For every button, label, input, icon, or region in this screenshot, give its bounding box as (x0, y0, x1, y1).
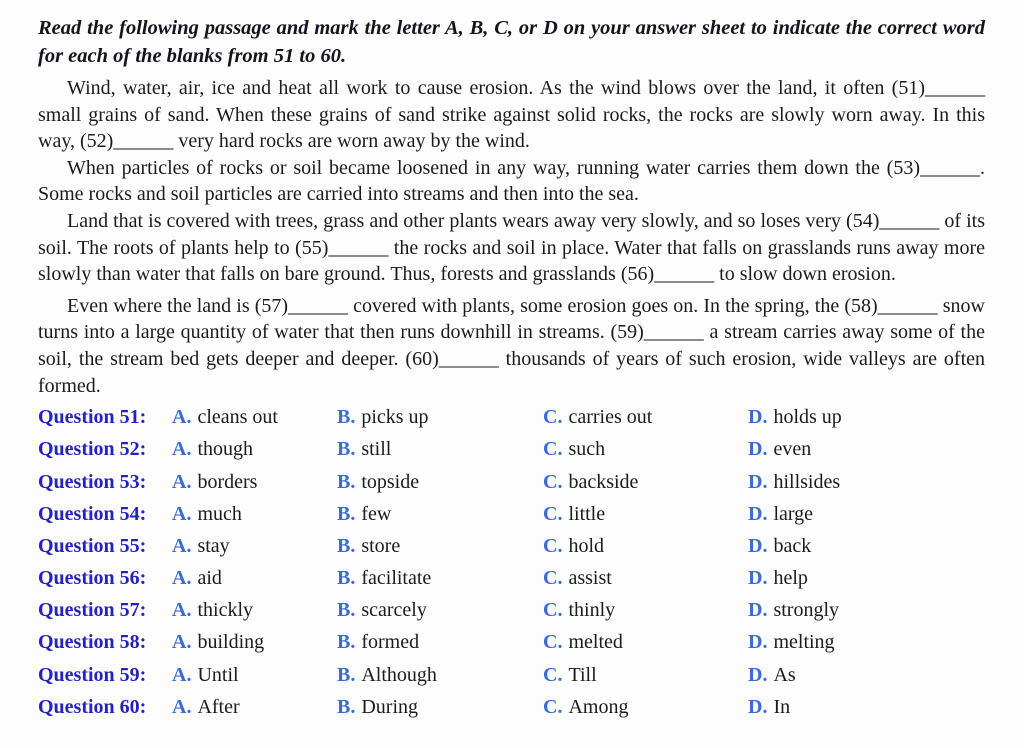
option-text: melting (773, 631, 835, 654)
option-letter: B. (337, 599, 356, 622)
option-letter: C. (543, 631, 563, 654)
option-letter: B. (337, 534, 356, 557)
option-letter: A. (172, 502, 192, 525)
option-c (543, 535, 748, 558)
option-letter: C. (543, 502, 563, 525)
question-label: Question 51: (38, 406, 147, 429)
option-c (543, 696, 748, 719)
option-a (172, 664, 337, 687)
option-text: hillsides (773, 470, 841, 493)
option-letter: C. (543, 663, 563, 686)
option-text: such (568, 438, 606, 461)
option-text: strongly (773, 599, 840, 622)
option-text: formed (361, 631, 420, 654)
option-d (748, 696, 985, 719)
option-d (748, 567, 985, 590)
option-text: help (773, 567, 808, 590)
option-d (748, 535, 985, 558)
option-letter: B. (337, 567, 356, 590)
option-a (172, 471, 337, 494)
option-text: building (197, 631, 265, 654)
option-letter: D. (748, 599, 768, 622)
option-c (543, 438, 748, 461)
option-b (337, 406, 543, 429)
option-text: assist (568, 567, 612, 590)
option-letter: A. (172, 663, 192, 686)
option-text: melted (568, 631, 623, 654)
option-c (543, 599, 748, 622)
option-letter: C. (543, 470, 563, 493)
option-c (543, 567, 748, 590)
question-row (38, 471, 985, 503)
passage (38, 75, 985, 399)
option-text: still (361, 438, 392, 461)
option-d (748, 438, 985, 461)
option-letter: A. (172, 438, 192, 461)
option-letter: D. (748, 534, 768, 557)
option-letter: D. (748, 567, 768, 590)
option-letter: C. (543, 438, 563, 461)
option-text: stay (197, 534, 230, 557)
question-row (38, 503, 985, 535)
option-letter: C. (543, 695, 563, 718)
option-text: backside (568, 470, 639, 493)
option-c (543, 471, 748, 494)
option-b (337, 567, 543, 590)
option-text: even (773, 438, 812, 461)
question-label: Question 58: (38, 631, 147, 654)
option-c (543, 503, 748, 526)
option-letter: A. (172, 631, 192, 654)
option-a (172, 535, 337, 558)
option-b (337, 599, 543, 622)
option-d (748, 599, 985, 622)
option-letter: B. (337, 502, 356, 525)
option-b (337, 471, 543, 494)
option-b (337, 438, 543, 461)
option-text: After (197, 695, 240, 718)
option-d (748, 664, 985, 687)
option-a (172, 599, 337, 622)
option-b (337, 535, 543, 558)
option-text: hold (568, 534, 605, 557)
option-c (543, 664, 748, 687)
option-b (337, 631, 543, 654)
question-label: Question 57: (38, 599, 147, 622)
option-text: scarcely (361, 599, 427, 622)
option-letter: B. (337, 631, 356, 654)
option-text: much (197, 502, 242, 525)
question-label: Question 53: (38, 470, 147, 493)
option-letter: D. (748, 438, 768, 461)
option-text: little (568, 502, 606, 525)
instruction-text: Read the following passage and mark the letter A, B, C, or D on your answer sheet to indicate the correct word for each of the blanks from 51 to 60. (38, 17, 985, 67)
option-letter: B. (337, 663, 356, 686)
option-letter: C. (543, 567, 563, 590)
option-text: Until (197, 663, 239, 686)
option-text: In (773, 695, 791, 718)
option-text: picks up (361, 406, 429, 429)
question-label: Question 55: (38, 534, 147, 557)
option-letter: C. (543, 534, 563, 557)
option-letter: D. (748, 502, 768, 525)
passage-paragraph-2: When particles of rocks or soil became loosened in any way, running water carries them down the (53)______. Some rocks and soil particles are carried into streams and then into the sea. (38, 156, 985, 206)
option-b (337, 503, 543, 526)
question-row (38, 631, 985, 663)
option-letter: D. (748, 695, 768, 718)
question-row (38, 406, 985, 438)
question-row (38, 664, 985, 696)
option-text: thinly (568, 599, 616, 622)
option-text: cleans out (197, 406, 278, 429)
option-text: topside (361, 470, 420, 493)
option-text: though (197, 438, 254, 461)
option-text: few (361, 502, 392, 525)
option-a (172, 696, 337, 719)
option-text: Among (568, 695, 629, 718)
option-letter: B. (337, 695, 356, 718)
question-row (38, 696, 985, 728)
option-letter: C. (543, 599, 563, 622)
option-letter: B. (337, 406, 356, 429)
option-letter: D. (748, 663, 768, 686)
option-a (172, 631, 337, 654)
option-d (748, 503, 985, 526)
option-text: thickly (197, 599, 253, 622)
option-letter: A. (172, 406, 192, 429)
question-label: Question 59: (38, 663, 147, 686)
question-label: Question 56: (38, 567, 147, 590)
option-letter: A. (172, 534, 192, 557)
option-text: aid (197, 567, 222, 590)
option-letter: C. (543, 406, 563, 429)
option-text: store (361, 534, 401, 557)
option-text: During (361, 695, 419, 718)
option-letter: A. (172, 470, 192, 493)
option-d (748, 631, 985, 654)
option-a (172, 503, 337, 526)
option-c (543, 631, 748, 654)
option-text: holds up (773, 406, 842, 429)
option-b (337, 696, 543, 719)
option-letter: D. (748, 406, 768, 429)
option-text: facilitate (361, 567, 432, 590)
option-letter: A. (172, 599, 192, 622)
option-letter: A. (172, 567, 192, 590)
passage-paragraph-4: Even where the land is (57)______ covered with plants, some erosion goes on. In the spring, the (58)______ snow turns into a large quantity of water that then runs downhill in streams. (59)______ a stream carries away some of the soil, the stream bed gets deeper and deeper. (60)______ thousands of years of such erosion, wide valleys are often formed. (38, 294, 985, 397)
question-label: Question 52: (38, 438, 147, 461)
question-row (38, 535, 985, 567)
question-row (38, 438, 985, 470)
question-row (38, 567, 985, 599)
option-c (543, 406, 748, 429)
passage-paragraph-1: Wind, water, air, ice and heat all work to cause erosion. As the wind blows over the land, it often (51)______ small grains of sand. When these grains of sand strike against solid rocks, the rocks are slowly worn away. In this way, (52)______ very hard rocks are worn away by the wind. (38, 77, 985, 153)
option-letter: D. (748, 470, 768, 493)
option-b (337, 664, 543, 687)
option-letter: A. (172, 695, 192, 718)
option-text: large (773, 502, 814, 525)
option-a (172, 406, 337, 429)
option-a (172, 438, 337, 461)
question-label: Question 60: (38, 695, 147, 718)
option-text: carries out (568, 406, 653, 429)
option-a (172, 567, 337, 590)
option-letter: D. (748, 631, 768, 654)
option-text: back (773, 534, 812, 557)
questions-list (38, 406, 985, 728)
passage-paragraph-3: Land that is covered with trees, grass and other plants wears away very slowly, and so loses very (54)______ of its soil. The roots of plants help to (55)______ the rocks and soil in place. Water that falls on grasslands runs away more slowly than water that falls on bare ground. Thus, forests and grasslands (56)______ to slow down erosion. (38, 209, 985, 286)
option-text: Although (361, 663, 437, 686)
option-text: Till (568, 663, 597, 686)
option-text: borders (197, 470, 258, 493)
option-letter: B. (337, 470, 356, 493)
option-text: As (773, 663, 796, 686)
option-d (748, 406, 985, 429)
question-row (38, 599, 985, 631)
option-d (748, 471, 985, 494)
option-letter: B. (337, 438, 356, 461)
question-label: Question 54: (38, 502, 147, 525)
